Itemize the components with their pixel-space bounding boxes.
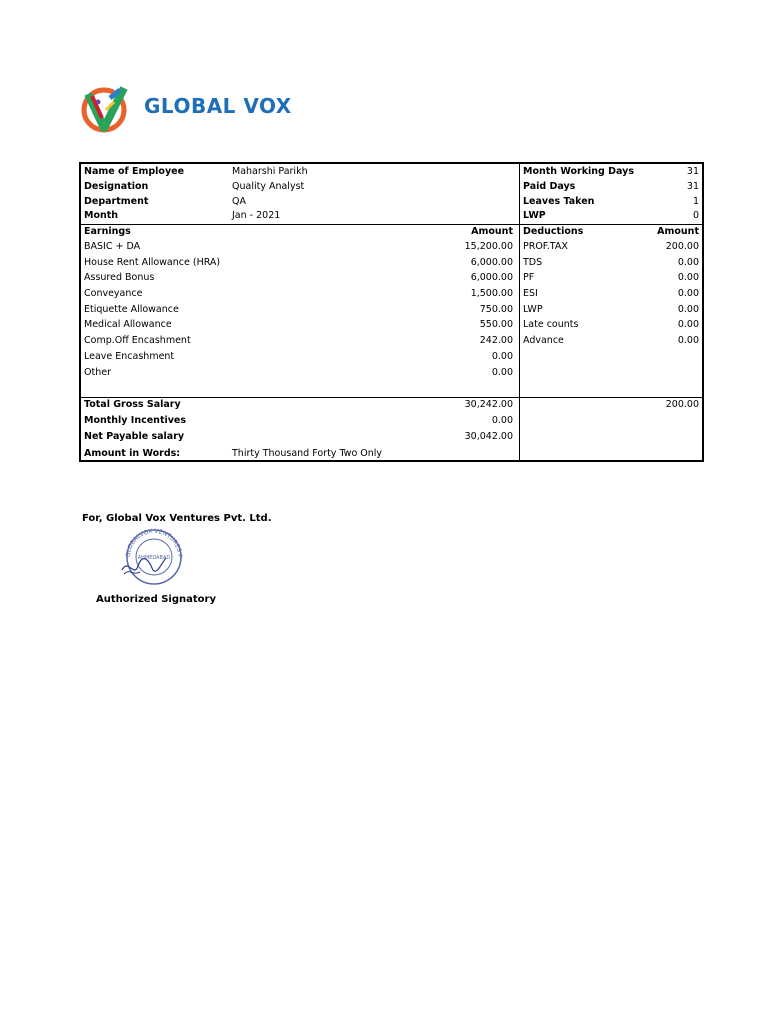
total-deductions-amount: 200.00 [665, 399, 699, 410]
incentives-label: Monthly Incentives [84, 415, 187, 426]
amount-in-words-value: Thirty Thousand Forty Two Only [232, 448, 383, 459]
earning-amount: 0.00 [491, 351, 513, 362]
paid-days-value: 31 [686, 181, 699, 192]
deduction-amount: 0.00 [677, 304, 699, 315]
deduction-label: LWP [523, 304, 543, 315]
earning-label: BASIC + DA [84, 241, 141, 252]
deduction-label: Late counts [523, 319, 579, 330]
company-stamp [118, 528, 188, 588]
working-days-value: 31 [686, 166, 699, 177]
paid-days-label: Paid Days [523, 181, 576, 192]
earning-label: Other [84, 367, 111, 378]
deduction-label: PROF.TAX [523, 241, 568, 252]
stamp-seal-icon [118, 528, 188, 588]
earning-label: Etiquette Allowance [84, 304, 179, 315]
employee-name-value: Maharshi Parikh [232, 166, 308, 177]
company-logo [80, 84, 292, 136]
row-divider [81, 397, 702, 398]
deduction-amount: 0.00 [677, 335, 699, 346]
deduction-label: Advance [523, 335, 564, 346]
deduction-amount: 0.00 [677, 272, 699, 283]
earning-amount: 6,000.00 [470, 272, 513, 283]
stamp-city: AHMEDABAD [137, 555, 171, 561]
employee-name-label: Name of Employee [84, 166, 185, 177]
earning-amount: 15,200.00 [464, 241, 513, 252]
deduction-label: PF [523, 272, 535, 283]
working-days-label: Month Working Days [523, 166, 635, 177]
earning-label: Comp.Off Encashment [84, 335, 191, 346]
earning-amount: 242.00 [479, 335, 513, 346]
lwp-value: 0 [692, 210, 699, 221]
earning-amount: 1,500.00 [470, 288, 513, 299]
earning-label: Medical Allowance [84, 319, 172, 330]
earnings-header: Earnings [84, 226, 131, 237]
incentives-amount: 0.00 [491, 415, 513, 426]
deductions-header: Deductions [523, 226, 584, 237]
earning-label: Leave Encashment [84, 351, 175, 362]
company-name: GLOBAL VOX [144, 94, 292, 118]
column-divider [519, 164, 520, 460]
globe-v-icon [80, 84, 136, 134]
designation-label: Designation [84, 181, 149, 192]
salary-slip-table [79, 162, 704, 462]
month-value: Jan - 2021 [232, 210, 281, 221]
deduction-amount: 0.00 [677, 288, 699, 299]
department-label: Department [84, 196, 149, 207]
earning-label: Conveyance [84, 288, 143, 299]
month-label: Month [84, 210, 119, 221]
deductions-amount-header: Amount [657, 226, 699, 237]
leaves-taken-label: Leaves Taken [523, 196, 595, 207]
earning-label: Assured Bonus [84, 272, 155, 283]
amount-in-words-label: Amount in Words: [84, 448, 181, 459]
lwp-label: LWP [523, 210, 546, 221]
earning-amount: 750.00 [479, 304, 513, 315]
net-payable-label: Net Payable salary [84, 431, 185, 442]
net-payable-amount: 30,042.00 [464, 431, 513, 442]
earnings-amount-header: Amount [471, 226, 513, 237]
leaves-taken-value: 1 [692, 196, 699, 207]
deduction-amount: 0.00 [677, 257, 699, 268]
gross-salary-amount: 30,242.00 [464, 399, 513, 410]
earning-amount: 0.00 [491, 367, 513, 378]
deduction-label: ESI [523, 288, 538, 299]
deduction-amount: 200.00 [665, 241, 699, 252]
earning-label: House Rent Allowance (HRA) [84, 257, 221, 268]
gross-salary-label: Total Gross Salary [84, 399, 181, 410]
deduction-amount: 0.00 [677, 319, 699, 330]
authorized-signatory: Authorized Signatory [96, 594, 216, 605]
row-divider [81, 224, 702, 225]
svg-text:GLOBALVOX VENTURES PVT LTD [118, 528, 183, 558]
earning-amount: 6,000.00 [470, 257, 513, 268]
deduction-label: TDS [523, 257, 543, 268]
earning-amount: 550.00 [479, 319, 513, 330]
for-company-text: For, Global Vox Ventures Pvt. Ltd. [82, 513, 272, 524]
department-value: QA [232, 196, 246, 207]
stamp-text: GLOBALVOX VENTURES P [124, 528, 184, 558]
designation-value: Quality Analyst [232, 181, 305, 192]
